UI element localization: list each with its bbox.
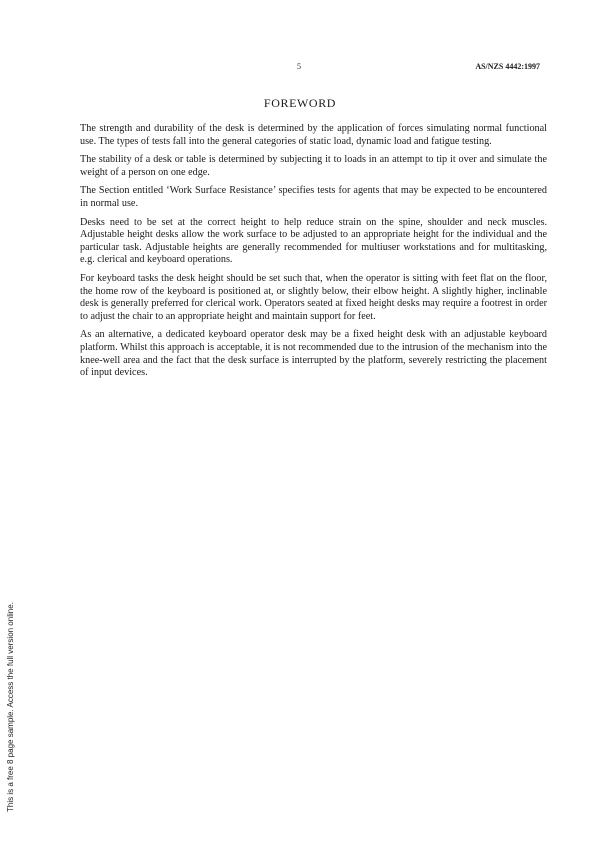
paragraph: For keyboard tasks the desk height should be set such that, when the operator is sitting with feet flat on the floor, the home row of the keyboard is positioned at, or slightly below, their elbow height. A slightly higher, inclinable desk is generally preferred for clerical work. Operators seated at fixed height desks may require a footrest in order to adjust the chair to an appropriate height and maintain support for feet. (80, 272, 547, 322)
section-heading: FOREWORD (263, 96, 337, 110)
page-number: 5 (297, 62, 301, 71)
paragraph: The stability of a desk or table is determined by subjecting it to loads in an attempt to tip it over and simulate the weight of a person on one edge. (80, 154, 547, 178)
sample-notice: This is a free 8 page sample. Access the full version online. (6, 602, 15, 812)
paragraph: As an alternative, a dedicated keyboard operator desk may be a fixed height desk with an adjustable keyboard platform. Whilst this approach is acceptable, it is not recommended due to the intrusion of the mechanism into the knee-well area and the fact that the desk surface is interrupted by the platform, severely restricting the placement of input devices. (80, 329, 547, 379)
paragraph: Desks need to be set at the correct height to help reduce strain on the spine, shoulder and neck muscles. Adjustable height desks allow the work surface to be adjusted to an appropriate height for the individual and the particular task. Adjustable heights are generally recommended for multiuser workstations and for multitasking, e.g. clerical and keyboard operations. (80, 216, 547, 266)
foreword-body (80, 123, 547, 386)
standard-reference: AS/NZS 4442:1997 (475, 62, 540, 71)
paragraph: The strength and durability of the desk is determined by the application of forces simulating normal functional use. The types of tests fall into the general categories of static load, dynamic load and fatigue testing. (80, 123, 547, 147)
paragraph: The Section entitled ‘Work Surface Resistance’ specifies tests for agents that may be expected to be encountered in normal use. (80, 185, 547, 209)
